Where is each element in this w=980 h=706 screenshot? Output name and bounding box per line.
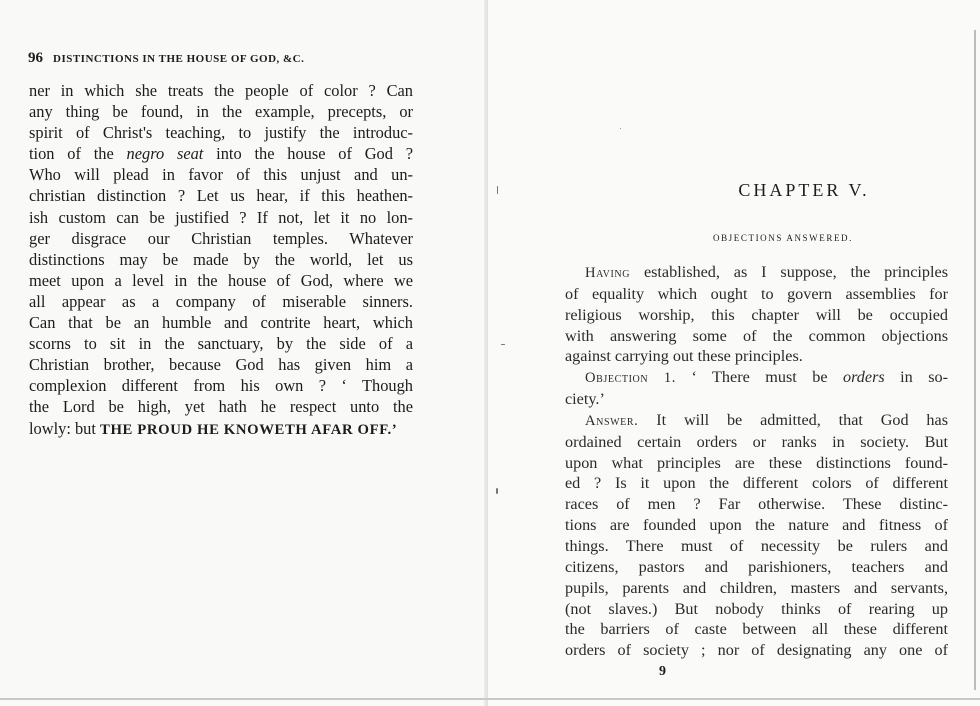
text-line: of equality which ought to govern assemblies for — [565, 284, 948, 303]
text-line: all appear as a company of miserable sinners. — [29, 291, 413, 311]
text-line: spirit of Christ's teaching, to justify the introduc- — [29, 123, 413, 143]
right-body-text — [565, 262, 948, 661]
answer-label: Answer. — [585, 412, 639, 429]
text-line: Christian brother, because God has given him a — [29, 355, 413, 375]
text-line: citizens, pastors and parishioners, teachers and — [565, 557, 948, 576]
scan-speck — [620, 128, 621, 129]
italic-phrase: negro seat — [126, 144, 204, 164]
small-caps-phrase: THE PROUD HE KNOWETH AFAR OFF.’ — [100, 421, 398, 438]
text-line — [565, 367, 948, 389]
text-line: upon what principles are these distinctions found- — [565, 453, 948, 472]
text-line: against carrying out these principles. — [565, 347, 803, 366]
left-page — [0, 0, 488, 706]
text-line: any thing be found, in the example, precepts, or — [29, 102, 413, 122]
italic-word: orders — [843, 368, 885, 387]
text-fragment: ‘ There must be — [691, 368, 828, 387]
text-line — [565, 410, 948, 432]
text-line: ciety.’ — [565, 390, 605, 409]
scan-speck — [496, 488, 498, 494]
text-line: Can that be an humble and contrite heart, which — [29, 313, 413, 333]
text-line: meet upon a level in the house of God, where we — [29, 270, 413, 290]
text-fragment: It will be admitted, that God has — [656, 410, 949, 429]
text-line: religious worship, this chapter will be occupied — [565, 305, 948, 324]
objection-label: Objection 1. — [585, 370, 676, 387]
text-line: christian distinction ? Let us hear, if this heathen- — [29, 186, 413, 206]
page-number: 96 — [28, 50, 43, 66]
text-line: Who will plead in favor of this unjust and un- — [29, 165, 413, 185]
text-line — [565, 262, 948, 284]
text-line — [29, 418, 413, 441]
running-head — [28, 50, 468, 67]
text-line: ger disgrace our Christian temples. Whatever — [29, 228, 413, 248]
right-page — [488, 0, 980, 706]
text-line: the Lord be high, yet hath he respect unto the — [29, 397, 413, 417]
text-fragment: in so- — [900, 368, 949, 387]
text-line: ner in which she treats the people of color ? Can — [29, 81, 413, 100]
running-head-title: DISTINCTIONS IN THE HOUSE OF GOD, &C. — [53, 53, 305, 65]
text-line: ordained certain orders or ranks in society. But — [565, 432, 948, 451]
text-line — [29, 143, 413, 164]
text-line: things. There must of necessity be rulers and — [565, 536, 948, 555]
text-fragment: into the house of God ? — [216, 144, 414, 164]
text-line: ed ? Is it upon the different colors of different — [565, 474, 948, 493]
text-line: scorns to sit in the sanctuary, by the side of a — [29, 334, 413, 354]
text-line: ish custom can be justified ? If not, let it no lon- — [29, 207, 413, 227]
text-line: orders of society ; nor of designating any one of — [565, 641, 948, 660]
text-fragment: tion of the — [29, 144, 114, 164]
text-line: the barriers of caste between all these different — [565, 620, 948, 639]
chapter-title: CHAPTER V. — [738, 180, 870, 200]
left-body-text — [29, 80, 413, 441]
page-edge-right — [974, 30, 976, 690]
text-line: (not slaves.) But nobody thinks of rearing up — [565, 599, 948, 618]
text-line: tions are founded upon the nature and fitness of — [565, 516, 948, 535]
scan-speck — [501, 344, 505, 345]
scan-speck — [497, 186, 498, 194]
text-line: with answering some of the common objections — [565, 326, 948, 345]
text-line: complexion different from his own ? ‘ Though — [29, 376, 413, 396]
page-edge-bottom — [0, 698, 980, 700]
text-fragment: established, as I suppose, the principles — [643, 263, 949, 281]
text-line: races of men ? Far otherwise. These distinc- — [565, 495, 948, 514]
chapter-subtitle: OBJECTIONS ANSWERED. — [712, 233, 853, 243]
signature-mark: 9 — [659, 664, 666, 679]
text-fragment: lowly: but — [29, 418, 96, 438]
text-line: pupils, parents and children, masters and servants, — [565, 578, 948, 597]
small-caps-word: Having — [585, 265, 631, 281]
text-line: distinctions may be made by the world, let us — [29, 249, 413, 269]
